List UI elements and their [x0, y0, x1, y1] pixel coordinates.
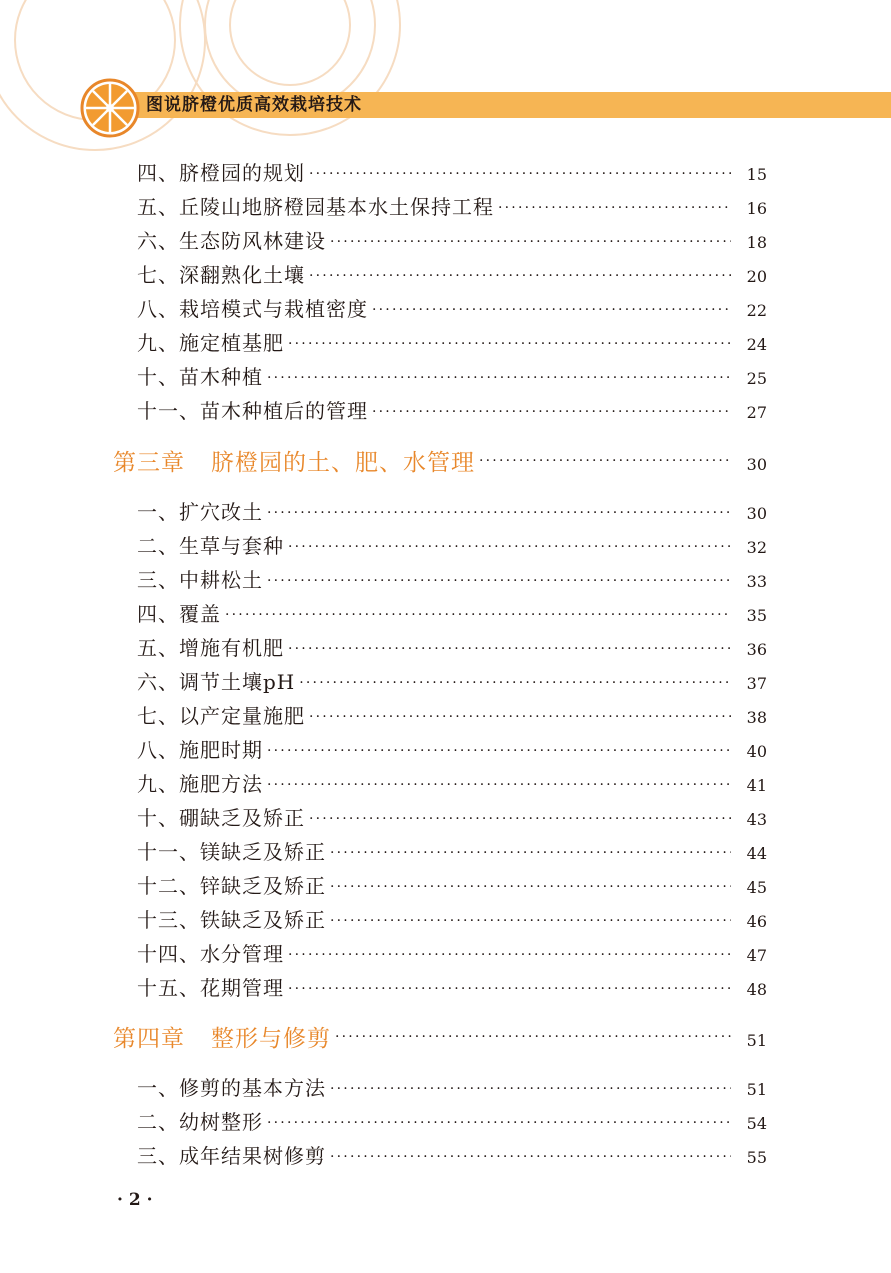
dot-leader	[225, 607, 731, 623]
toc-page-number: 38	[746, 708, 767, 727]
toc-page-number: 51	[746, 1031, 767, 1050]
toc-entry[interactable]	[137, 768, 767, 798]
toc-page-number: 43	[746, 810, 767, 829]
toc-entry-title: 九、施定植基肥	[137, 331, 284, 355]
toc-chapter-heading[interactable]	[113, 1020, 767, 1050]
toc-entry[interactable]	[137, 666, 767, 696]
toc-entry-title: 十、苗木种植	[137, 365, 263, 389]
dot-leader	[288, 981, 731, 997]
toc-page-number: 51	[746, 1080, 767, 1099]
toc-entry[interactable]	[137, 496, 767, 526]
dot-leader	[330, 913, 731, 929]
dot-leader	[288, 947, 731, 963]
toc-entry-title: 八、栽培模式与栽植密度	[137, 297, 368, 321]
toc-page-number: 48	[746, 980, 767, 999]
dot-leader	[267, 1115, 731, 1131]
toc-entry[interactable]	[137, 802, 767, 832]
toc-entry-title: 七、深翻熟化土壤	[137, 263, 305, 287]
dot-leader	[498, 200, 731, 216]
toc-entry[interactable]	[137, 598, 767, 628]
toc-page-number: 16	[746, 199, 767, 218]
toc-page-number: 15	[746, 165, 767, 184]
toc-entry[interactable]	[137, 361, 767, 391]
toc-entry[interactable]	[137, 191, 767, 221]
toc-entry[interactable]	[137, 1072, 767, 1102]
toc-page-number: 25	[746, 369, 767, 388]
toc-entry[interactable]	[137, 530, 767, 560]
dot-leader	[288, 539, 731, 555]
toc-entry-title: 十、硼缺乏及矫正	[137, 806, 305, 830]
toc-entry-title: 八、施肥时期	[137, 738, 263, 762]
dot-leader	[330, 1149, 731, 1165]
toc-entry[interactable]	[137, 700, 767, 730]
toc-entry[interactable]	[137, 734, 767, 764]
toc-page-number: 45	[746, 878, 767, 897]
toc-entry[interactable]	[137, 225, 767, 255]
toc-entry-title: 十四、水分管理	[137, 942, 284, 966]
toc-entry[interactable]	[137, 938, 767, 968]
toc-entry-title: 七、以产定量施肥	[137, 704, 305, 728]
dot-leader	[372, 302, 731, 318]
dot-leader	[309, 811, 731, 827]
toc-page-number: 35	[746, 606, 767, 625]
dot-leader	[288, 641, 731, 657]
toc-entry-title: 十一、苗木种植后的管理	[137, 399, 368, 423]
toc-entry[interactable]	[137, 259, 767, 289]
toc-entry-title: 二、幼树整形	[137, 1110, 263, 1134]
dot-leader	[330, 234, 731, 250]
toc-entry-title: 一、扩穴改土	[137, 500, 263, 524]
toc-entry[interactable]	[137, 904, 767, 934]
toc-page-number: 22	[746, 301, 767, 320]
toc-entry[interactable]	[137, 972, 767, 1002]
toc-entry-title: 十二、锌缺乏及矫正	[137, 874, 326, 898]
toc-chapter-heading[interactable]	[113, 444, 767, 474]
toc-page-number: 18	[746, 233, 767, 252]
chapter-name: 整形与修剪	[211, 1026, 331, 1052]
dot-leader	[309, 268, 731, 284]
toc-entry-title: 四、脐橙园的规划	[137, 161, 305, 185]
chapter-number: 第四章	[113, 1026, 185, 1052]
toc-entry-title: 四、覆盖	[137, 602, 221, 626]
toc-entry[interactable]	[137, 293, 767, 323]
toc-entry-title: 六、调节土壤pH	[137, 670, 296, 694]
toc-entry[interactable]	[137, 1106, 767, 1136]
toc-entry-title: 五、丘陵山地脐橙园基本水土保持工程	[137, 195, 494, 219]
toc-page-number: 33	[746, 572, 767, 591]
toc-page-number: 46	[746, 912, 767, 931]
dot-leader	[299, 675, 731, 691]
toc-entry[interactable]	[137, 564, 767, 594]
toc-page-number: 55	[746, 1148, 767, 1167]
dot-leader	[479, 453, 731, 469]
toc-entry-title: 十三、铁缺乏及矫正	[137, 908, 326, 932]
toc-page-number: 54	[746, 1114, 767, 1133]
dot-leader	[288, 336, 731, 352]
toc-entry-title: 五、增施有机肥	[137, 636, 284, 660]
orange-slice-icon	[80, 78, 140, 138]
toc-entry[interactable]	[137, 1140, 767, 1170]
chapter-title	[113, 1020, 331, 1053]
toc-entry[interactable]	[137, 870, 767, 900]
toc-entry[interactable]	[137, 157, 767, 187]
dot-leader	[309, 709, 731, 725]
toc-entry-title: 十五、花期管理	[137, 976, 284, 1000]
toc-entry[interactable]	[137, 327, 767, 357]
toc-page-number: 30	[746, 455, 767, 474]
dot-leader	[267, 370, 731, 386]
toc-entry-title: 三、成年结果树修剪	[137, 1144, 326, 1168]
toc-page-number: 37	[746, 674, 767, 693]
toc-entry-title: 二、生草与套种	[137, 534, 284, 558]
toc-page-number: 44	[746, 844, 767, 863]
toc-page-number: 32	[746, 538, 767, 557]
dot-leader	[267, 743, 731, 759]
page-number: · 2 ·	[117, 1190, 153, 1210]
toc-page-number: 20	[746, 267, 767, 286]
toc-page-number: 27	[746, 403, 767, 422]
toc-entry-title: 一、修剪的基本方法	[137, 1076, 326, 1100]
toc-entry[interactable]	[137, 836, 767, 866]
toc-page-number: 47	[746, 946, 767, 965]
toc-page-number: 40	[746, 742, 767, 761]
dot-leader	[335, 1029, 731, 1045]
toc-entry-title: 十一、镁缺乏及矫正	[137, 840, 326, 864]
toc-page-number: 24	[746, 335, 767, 354]
dot-leader	[330, 845, 731, 861]
dot-leader	[267, 505, 731, 521]
toc-entry[interactable]	[137, 632, 767, 662]
toc-entry-title: 三、中耕松土	[137, 568, 263, 592]
dot-leader	[330, 1081, 731, 1097]
toc-page-number: 30	[746, 504, 767, 523]
chapter-number: 第三章	[113, 450, 185, 476]
toc-page-number: 36	[746, 640, 767, 659]
book-title: 图说脐橙优质高效栽培技术	[146, 95, 362, 115]
toc-entry-title: 六、生态防风林建设	[137, 229, 326, 253]
toc-entry[interactable]	[137, 395, 767, 425]
dot-leader	[330, 879, 731, 895]
chapter-title	[113, 444, 475, 477]
toc-page-number: 41	[746, 776, 767, 795]
dot-leader	[309, 166, 731, 182]
dot-leader	[267, 777, 731, 793]
toc-entry-title: 九、施肥方法	[137, 772, 263, 796]
chapter-name: 脐橙园的土、肥、水管理	[211, 450, 475, 476]
dot-leader	[267, 573, 731, 589]
dot-leader	[372, 404, 731, 420]
